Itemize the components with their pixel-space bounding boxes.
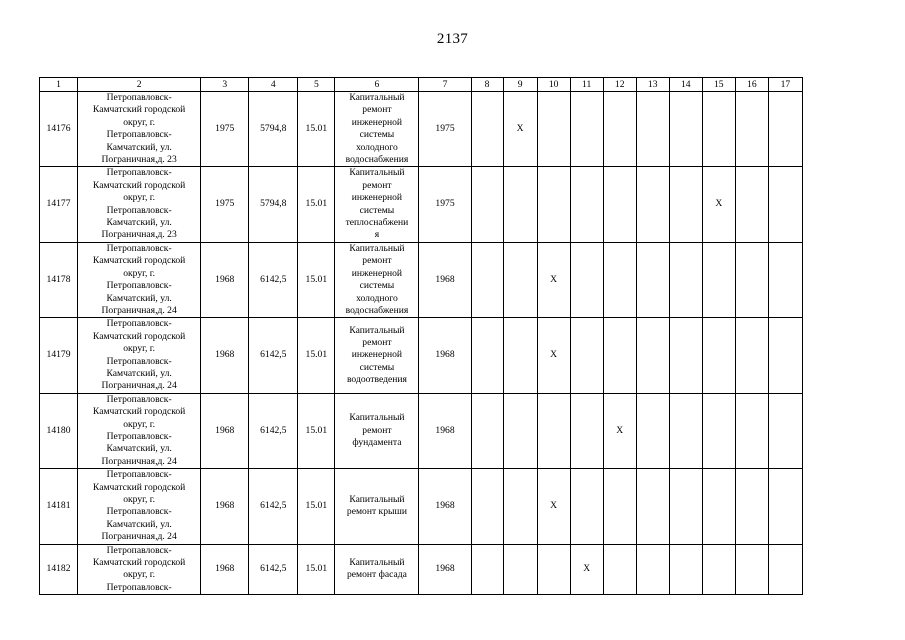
work-type-line: инженерной [351,267,403,279]
address-line: Камчатский городской [92,330,186,342]
area: 6142,5 [249,544,298,595]
address-cell [78,544,201,595]
empty-cell [735,92,768,167]
empty-cell [471,242,503,317]
work-type-cell [335,242,419,317]
work-type-line: системы [359,280,395,292]
empty-cell [537,393,570,468]
work-type-line: теплоснабжени [345,217,409,229]
empty-cell [570,393,603,468]
table-row [40,544,803,595]
work-type-cell [335,469,419,544]
year-commission: 1968 [419,393,471,468]
address-line: Петропавловск- [106,506,172,518]
empty-cell [702,92,735,167]
work-type-line: ремонт [362,179,392,191]
year-built: 1975 [201,167,249,242]
code: 15.01 [298,242,335,317]
work-type-line: ремонт [362,424,392,436]
row-id: 14179 [40,318,78,393]
mark-cell: X [570,544,603,595]
column-header-10: 10 [537,78,570,92]
empty-cell [503,544,537,595]
empty-cell [603,544,636,595]
empty-cell [702,242,735,317]
empty-cell [503,393,537,468]
column-header-14: 14 [669,78,702,92]
address-line: Петропавловск- [106,318,172,330]
empty-cell [735,242,768,317]
column-header-3: 3 [201,78,249,92]
address-line: Камчатский, ул. [106,292,172,304]
year-built: 1968 [201,544,249,595]
empty-cell [636,242,669,317]
code: 15.01 [298,318,335,393]
row-id: 14182 [40,544,78,595]
empty-cell [503,242,537,317]
empty-cell [471,318,503,393]
address-line: Камчатский, ул. [106,518,172,530]
address-line: Пограничная,д. 24 [101,304,177,316]
empty-cell [570,92,603,167]
empty-cell [503,318,537,393]
address-line: округ, г. [123,343,156,355]
column-header-11: 11 [570,78,603,92]
work-type-cell [335,167,419,242]
address-line: Петропавловск- [106,393,172,405]
work-type-line: инженерной [351,349,403,361]
area: 6142,5 [249,469,298,544]
table-row [40,469,803,544]
address-line: Пограничная,д. 24 [101,455,177,467]
work-type-line: я [374,229,380,241]
work-type-line: Капитальный [349,324,405,336]
year-built: 1968 [201,242,249,317]
empty-cell [768,318,802,393]
empty-cell [636,318,669,393]
table-row [40,393,803,468]
column-header-15: 15 [702,78,735,92]
empty-cell [537,544,570,595]
address-cell [78,318,201,393]
column-header-8: 8 [471,78,503,92]
address-line: Камчатский, ул. [106,217,172,229]
address-line: Петропавловск- [106,167,172,179]
address-cell [78,167,201,242]
empty-cell [570,469,603,544]
row-id: 14177 [40,167,78,242]
address-line: Петропавловск- [106,92,172,103]
address-line: Камчатский, ул. [106,141,172,153]
work-type-line: системы [359,129,395,141]
address-line: Петропавловск- [106,355,172,367]
empty-cell [702,318,735,393]
empty-cell [669,469,702,544]
work-type-line: холодного [356,292,398,304]
address-line: Пограничная,д. 24 [101,531,177,543]
empty-cell [735,318,768,393]
address-line: Камчатский городской [92,179,186,191]
empty-cell [702,544,735,595]
code: 15.01 [298,393,335,468]
work-type-line: Капитальный [349,557,405,569]
empty-cell [471,92,503,167]
address-line: Пограничная,д. 23 [101,154,177,166]
empty-cell [735,469,768,544]
address-line: округ, г. [123,192,156,204]
year-commission: 1968 [419,318,471,393]
code: 15.01 [298,544,335,595]
empty-cell [702,469,735,544]
address-line: Пограничная,д. 23 [101,229,177,241]
row-id: 14181 [40,469,78,544]
column-header-5: 5 [298,78,335,92]
empty-cell [768,242,802,317]
code: 15.01 [298,92,335,167]
header-row [40,78,803,92]
mark-cell: X [537,318,570,393]
column-header-16: 16 [735,78,768,92]
year-commission: 1968 [419,469,471,544]
table-row [40,318,803,393]
empty-cell [471,393,503,468]
empty-cell [603,167,636,242]
empty-cell [603,469,636,544]
row-id: 14178 [40,242,78,317]
empty-cell [735,167,768,242]
empty-cell [669,318,702,393]
address-line: Петропавловск- [106,280,172,292]
column-header-4: 4 [249,78,298,92]
address-line: Камчатский городской [92,406,186,418]
address-line: Камчатский городской [92,481,186,493]
address-line: Петропавловск- [106,581,172,593]
mark-cell: X [537,242,570,317]
column-header-13: 13 [636,78,669,92]
address-line: Камчатский городской [92,104,186,116]
table-body [40,78,803,595]
work-type-line: водоснабжения [345,154,409,166]
work-type-line: ремонт крыши [346,506,407,518]
row-id: 14176 [40,92,78,167]
address-line: Пограничная,д. 24 [101,380,177,392]
work-type-cell [335,544,419,595]
work-type-line: ремонт [362,104,392,116]
empty-cell [471,544,503,595]
column-header-2: 2 [78,78,201,92]
empty-cell [471,167,503,242]
table-row [40,242,803,317]
column-header-1: 1 [40,78,78,92]
year-commission: 1968 [419,544,471,595]
row-id: 14180 [40,393,78,468]
area: 5794,8 [249,92,298,167]
address-line: округ, г. [123,267,156,279]
area: 6142,5 [249,318,298,393]
address-line: Камчатский, ул. [106,367,172,379]
work-type-line: системы [359,204,395,216]
empty-cell [636,92,669,167]
code: 15.01 [298,469,335,544]
empty-cell [570,242,603,317]
column-header-6: 6 [335,78,419,92]
area: 5794,8 [249,167,298,242]
work-type-line: Капитальный [349,494,405,505]
empty-cell [503,469,537,544]
empty-cell [768,393,802,468]
empty-cell [636,167,669,242]
work-type-line: Капитальный [349,167,405,179]
mark-cell: X [603,393,636,468]
table-row [40,167,803,242]
address-line: округ, г. [123,418,156,430]
address-line: Петропавловск- [106,204,172,216]
address-line: Петропавловск- [106,544,172,556]
code: 15.01 [298,167,335,242]
address-line: Камчатский, ул. [106,443,172,455]
address-cell [78,92,201,167]
work-type-cell [335,318,419,393]
year-built: 1975 [201,92,249,167]
year-commission: 1975 [419,92,471,167]
year-built: 1968 [201,318,249,393]
work-type-line: Капитальный [349,92,405,103]
work-type-line: Капитальный [349,242,405,254]
empty-cell [669,544,702,595]
mark-cell: X [702,167,735,242]
work-type-cell [335,393,419,468]
empty-cell [636,544,669,595]
work-type-line: ремонт [362,255,392,267]
empty-cell [570,318,603,393]
empty-cell [503,167,537,242]
year-built: 1968 [201,393,249,468]
column-header-12: 12 [603,78,636,92]
work-type-line: инженерной [351,116,403,128]
year-built: 1968 [201,469,249,544]
column-header-17: 17 [768,78,802,92]
empty-cell [603,318,636,393]
work-type-line: водоснабжения [345,304,409,316]
empty-cell [768,92,802,167]
year-commission: 1968 [419,242,471,317]
work-type-line: ремонт [362,336,392,348]
address-line: округ, г. [123,116,156,128]
area: 6142,5 [249,393,298,468]
empty-cell [603,242,636,317]
empty-cell [768,167,802,242]
empty-cell [768,544,802,595]
empty-cell [636,469,669,544]
address-line: Камчатский городской [92,255,186,267]
empty-cell [471,469,503,544]
address-cell [78,393,201,468]
work-type-line: ремонт фасада [346,569,407,581]
mark-cell: X [503,92,537,167]
empty-cell [570,167,603,242]
work-type-cell [335,92,419,167]
work-type-line: фундамента [352,437,402,449]
address-line: округ, г. [123,494,156,505]
empty-cell [669,242,702,317]
empty-cell [669,92,702,167]
empty-cell [636,393,669,468]
empty-cell [735,393,768,468]
register-table [39,77,803,595]
address-line: округ, г. [123,569,156,581]
work-type-line: системы [359,361,395,373]
empty-cell [537,92,570,167]
work-type-line: Капитальный [349,412,405,424]
address-cell [78,242,201,317]
empty-cell [768,469,802,544]
empty-cell [603,92,636,167]
empty-cell [702,393,735,468]
year-commission: 1975 [419,167,471,242]
empty-cell [537,167,570,242]
work-type-line: инженерной [351,192,403,204]
empty-cell [669,393,702,468]
mark-cell: X [537,469,570,544]
empty-cell [735,544,768,595]
address-line: Камчатский городской [92,557,186,569]
work-type-line: холодного [356,141,398,153]
work-type-line: водоотведения [346,374,407,386]
page-number: 2137 [436,31,469,47]
address-line: Петропавловск- [106,469,172,481]
area: 6142,5 [249,242,298,317]
column-header-9: 9 [503,78,537,92]
empty-cell [669,167,702,242]
column-header-7: 7 [419,78,471,92]
address-cell [78,469,201,544]
table-row [40,92,803,167]
address-line: Петропавловск- [106,242,172,254]
address-line: Петропавловск- [106,129,172,141]
address-line: Петропавловск- [106,430,172,442]
